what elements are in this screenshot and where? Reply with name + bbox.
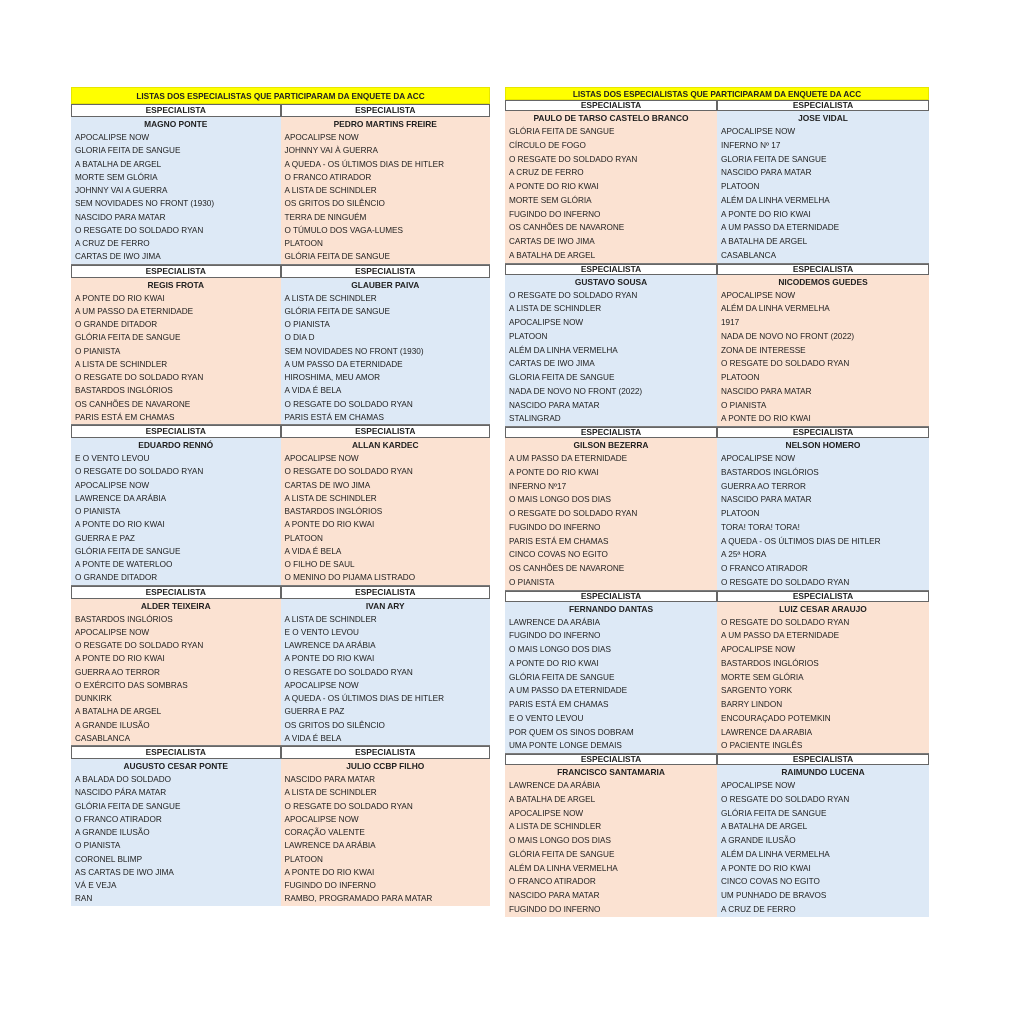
specialist-header: ESPECIALISTA — [281, 586, 491, 599]
film-item: MORTE SEM GLÓRIA — [509, 195, 592, 205]
film-item: APOCALIPSE NOW — [509, 318, 584, 327]
film-item: FUGINDO DO INFERNO — [284, 881, 376, 890]
film-item: ALÉM DA LINHA VERMELHA — [721, 849, 830, 859]
film-item: O GRANDE DITADOR — [71, 571, 281, 585]
film-item: E O VENTO LEVOU — [75, 454, 150, 463]
film-item: PARIS ESTÁ EM CHAMAS — [71, 411, 281, 425]
film-item: CORONEL BLIMP — [75, 854, 143, 864]
film-item: APOCALIPSE NOW — [721, 645, 796, 654]
film-item: FUGINDO DO INFERNO — [509, 522, 601, 532]
film-item: O RESGATE DO SOLDADO RYAN — [284, 467, 413, 477]
film-item: BASTARDOS INGLÓRIOS — [721, 658, 819, 668]
specialist-name: PAULO DE TARSO CASTELO BRANCO — [533, 113, 689, 123]
film-item: GUERRA AO TERROR — [721, 481, 806, 491]
specialist-column — [71, 746, 281, 906]
specialist-column — [717, 264, 929, 428]
film-item: A VIDA É BELA — [284, 546, 342, 556]
specialist-blocks — [505, 100, 929, 917]
film-item: A BATALHA DE ARGEL — [75, 159, 162, 169]
film-item: NASCIDO PARA MATAR — [721, 495, 812, 505]
film-item: APOCALIPSE NOW — [284, 680, 359, 690]
film-item: NASCIDO PARA MATAR — [75, 212, 166, 222]
film-item: O PIANISTA — [75, 346, 121, 356]
specialist-name: FERNANDO DANTAS — [568, 603, 654, 614]
film-item: A BATALHA DE ARGEL — [505, 249, 717, 264]
specialist-block — [505, 591, 929, 755]
specialist-header: ESPECIALISTA — [717, 754, 929, 765]
specialist-name: GLAUBER PAIVA — [351, 279, 420, 290]
film-item: RAMBO, PROGRAMADO PARA MATAR — [284, 894, 433, 904]
table-title: LISTAS DOS ESPECIALISTAS QUE PARTICIPARAM DA ENQUETE DA ACC — [505, 87, 929, 100]
specialist-name: JOSE VIDAL — [798, 113, 848, 123]
specialist-header: ESPECIALISTA — [505, 591, 717, 602]
film-item: A GRANDE ILUSÃO — [721, 836, 796, 845]
film-item: PARIS ESTÁ EM CHAMAS — [509, 536, 609, 546]
film-item: CINCO COVAS NO EGITO — [721, 877, 820, 887]
film-item: LAWRENCE DA ARABIA — [721, 727, 813, 737]
film-item: A PONTE DO RIO KWAI — [509, 467, 599, 477]
film-item: A UM PASSO DA ETERNIDADE — [75, 306, 194, 316]
film-item: O FRANCO ATIRADOR — [284, 172, 372, 182]
film-item: O RESGATE DO SOLDADO RYAN — [509, 154, 638, 164]
film-item: SARGENTO YORK — [721, 686, 793, 696]
film-item: GLÓRIA FEITA DE SANGUE — [509, 849, 615, 859]
film-item: A PONTE DO RIO KWAI — [717, 412, 929, 427]
film-item: NASCIDO PARA MATAR — [284, 775, 376, 784]
specialist-column — [281, 586, 491, 747]
film-item: STALINGRAD — [505, 412, 717, 427]
film-item: OS CANHÕES DE NAVARONE — [509, 223, 625, 233]
specialist-block — [71, 586, 490, 747]
film-item: A PONTE DO RIO KWAI — [284, 867, 375, 877]
film-item: PLATOON — [284, 239, 323, 248]
specialist-header: ESPECIALISTA — [281, 104, 491, 117]
specialist-block — [71, 265, 490, 426]
film-item: GLÓRIA FEITA DE SANGUE — [509, 127, 615, 136]
film-item: GLÓRIA FEITA DE SANGUE — [75, 801, 181, 811]
film-item: GLÓRIA FEITA DE SANGUE — [284, 306, 390, 316]
film-item: FUGINDO DO INFERNO — [509, 631, 601, 641]
specialist-name: NELSON HOMERO — [785, 440, 861, 450]
specialist-name: JULIO CCBP FILHO — [346, 761, 425, 771]
film-item: O RESGATE DO SOLDADO RYAN — [509, 509, 638, 518]
film-item: A LISTA DE SCHINDLER — [284, 186, 377, 195]
specialist-name: NICODEMOS GUEDES — [778, 276, 868, 287]
film-item: A 25ª HORA — [721, 550, 767, 560]
specialist-block — [71, 746, 490, 906]
film-item: OS CANHÕES DE NAVARONE — [75, 399, 191, 409]
film-item: LAWRENCE DA ARÁBIA — [284, 841, 376, 851]
specialist-header: ESPECIALISTA — [281, 746, 491, 759]
film-item: A UM PASSO DA ETERNIDADE — [721, 631, 840, 641]
film-item: JOHNNY VAI A GUERRA — [75, 186, 168, 195]
specialist-column — [717, 100, 929, 264]
film-item: O RESGATE DO SOLDADO RYAN — [721, 617, 850, 627]
film-item: O FRANCO ATIRADOR — [509, 877, 596, 887]
film-item: MORTE SEM GLÓRIA — [75, 172, 158, 182]
film-item: O RESGATE DO SOLDADO RYAN — [284, 399, 413, 409]
specialist-name: AUGUSTO CESAR PONTE — [123, 761, 229, 771]
film-item: PLATOON — [721, 182, 760, 191]
film-item: GLÓRIA FEITA DE SANGUE — [75, 546, 181, 556]
film-item: NASCIDO PARA MATAR — [721, 386, 812, 396]
film-item: ZONA DE INTERESSE — [721, 345, 806, 355]
specialist-column — [717, 754, 929, 917]
specialist-blocks — [71, 104, 490, 906]
film-item: A PONTE DO RIO KWAI — [284, 520, 375, 530]
specialist-column — [281, 425, 491, 586]
film-item: PLATOON — [284, 854, 323, 864]
film-item: APOCALIPSE NOW — [75, 627, 150, 637]
film-item: O DIA D — [284, 333, 315, 343]
film-item: APOCALIPSE NOW — [284, 814, 359, 824]
film-item: GLORIA FEITA DE SANGUE — [509, 373, 615, 382]
specialist-column — [71, 265, 281, 426]
film-item: O FRANCO ATIRADOR — [75, 814, 162, 824]
specialist-name: LUIZ CESAR ARAUJO — [779, 603, 867, 614]
film-item: A BALADA DO SOLDADO — [75, 775, 172, 784]
film-item: O GRANDE DITADOR — [75, 320, 158, 329]
film-item: PLATOON — [284, 533, 323, 543]
specialist-column — [71, 425, 281, 586]
film-item: UMA PONTE LONGE DEMAIS — [505, 739, 717, 754]
specialist-header: ESPECIALISTA — [505, 427, 717, 438]
specialist-header: ESPECIALISTA — [71, 586, 281, 599]
film-item: O MAIS LONGO DOS DIAS — [509, 836, 611, 845]
film-item: O RESGATE DO SOLDADO RYAN — [284, 801, 413, 811]
film-item: O RESGATE DO SOLDADO RYAN — [721, 794, 850, 804]
film-item: ALÉM DA LINHA VERMELHA — [721, 195, 830, 205]
film-item: APOCALIPSE NOW — [284, 454, 359, 463]
specialist-column — [717, 591, 929, 755]
specialist-block — [71, 425, 490, 586]
film-item: RAN — [75, 894, 93, 904]
film-item: BASTARDOS INGLÓRIOS — [284, 507, 383, 516]
specialist-name: IVAN ARY — [365, 600, 405, 611]
film-item: ALÉM DA LINHA VERMELHA — [509, 863, 618, 873]
specialist-name: REGIS FROTA — [147, 279, 205, 290]
film-item: FUGINDO DO INFERNO — [509, 209, 601, 219]
film-item: GLÓRIA FEITA DE SANGUE — [509, 672, 615, 682]
specialist-header: ESPECIALISTA — [281, 265, 491, 278]
film-item: O RESGATE DO SOLDADO RYAN — [721, 359, 850, 369]
film-item: LAWRENCE DA ARÁBIA — [509, 617, 601, 627]
film-item: VÁ E VEJA — [75, 881, 117, 890]
film-item: AS CARTAS DE IWO JIMA — [75, 867, 174, 877]
specialist-name: PEDRO MARTINS FREIRE — [333, 119, 437, 129]
film-item: O PIANISTA — [284, 320, 330, 329]
specialist-column — [505, 754, 717, 917]
film-item: CINCO COVAS NO EGITO — [509, 550, 608, 560]
film-item: HIROSHIMA, MEU AMOR — [284, 373, 381, 382]
specialist-column — [505, 427, 717, 591]
film-item: NASCIDO PARA MATAR — [509, 891, 600, 900]
film-item: A QUEDA - OS ÚLTIMOS DIAS DE HITLER — [721, 536, 881, 546]
film-item: GLORIA FEITA DE SANGUE — [721, 154, 827, 164]
film-item: MORTE SEM GLÓRIA — [721, 672, 804, 682]
film-item: APOCALIPSE NOW — [75, 133, 150, 142]
specialist-block — [505, 754, 929, 917]
specialist-block — [505, 264, 929, 428]
film-item: PARIS ESTÁ EM CHAMAS — [509, 700, 609, 709]
film-item: GUERRA E PAZ — [284, 707, 345, 717]
specialist-column — [281, 746, 491, 906]
film-item: INFERNO Nº17 — [509, 481, 567, 491]
film-item: INFERNO Nº 17 — [721, 140, 781, 150]
film-item: POR QUEM OS SINOS DOBRAM — [509, 727, 634, 737]
specialist-header: ESPECIALISTA — [281, 425, 491, 438]
specialist-name: ALLAN KARDEC — [351, 440, 419, 450]
film-item: O EXÉRCITO DAS SOMBRAS — [75, 680, 188, 690]
specialist-header: ESPECIALISTA — [71, 265, 281, 278]
film-item: A UM PASSO DA ETERNIDADE — [284, 359, 403, 369]
specialist-header: ESPECIALISTA — [505, 264, 717, 275]
specialist-column — [71, 586, 281, 747]
film-item: TORA! TORA! TORA! — [721, 522, 800, 532]
specialist-block — [71, 104, 490, 265]
film-item: O PIANISTA — [75, 507, 121, 516]
film-item: A LISTA DE SCHINDLER — [284, 614, 377, 624]
film-item: APOCALIPSE NOW — [509, 808, 584, 818]
film-item: A CRUZ DE FERRO — [75, 239, 150, 248]
specialist-header: ESPECIALISTA — [505, 754, 717, 765]
film-item: CÍRCULO DE FOGO — [509, 140, 586, 150]
film-item: ENCOURAÇADO POTEMKIN — [721, 713, 831, 723]
film-item: APOCALIPSE NOW — [721, 781, 796, 790]
film-item: APOCALIPSE NOW — [284, 133, 359, 142]
film-item: O RESGATE DO SOLDADO RYAN — [717, 576, 929, 591]
film-item: NADA DE NOVO NO FRONT (2022) — [509, 386, 643, 396]
film-item: PLATOON — [721, 373, 760, 382]
film-item: ALÉM DA LINHA VERMELHA — [509, 345, 618, 355]
film-item: A BATALHA DE ARGEL — [721, 237, 808, 246]
film-item: TERRA DE NINGUÉM — [284, 212, 367, 222]
specialist-block — [505, 100, 929, 264]
specialist-name: GUSTAVO SOUSA — [574, 276, 648, 287]
film-item: CARTAS DE IWO JIMA — [509, 359, 595, 369]
film-item: A PONTE DO RIO KWAI — [721, 209, 811, 219]
right-specialists-table — [505, 87, 929, 917]
film-item: E O VENTO LEVOU — [284, 627, 359, 637]
film-item: ALÉM DA LINHA VERMELHA — [721, 304, 830, 314]
film-item: FUGINDO DO INFERNO — [509, 904, 601, 914]
film-item: SEM NOVIDADES NO FRONT (1930) — [284, 346, 424, 356]
film-item: A UM PASSO DA ETERNIDADE — [509, 454, 628, 463]
film-item: CARTAS DE IWO JIMA — [71, 250, 281, 264]
film-item: A CRUZ DE FERRO — [721, 904, 796, 914]
film-item: GLORIA FEITA DE SANGUE — [75, 146, 181, 156]
specialist-header: ESPECIALISTA — [71, 746, 281, 759]
film-item: O PIANISTA — [721, 400, 767, 410]
film-item: UM PUNHADO DE BRAVOS — [721, 891, 827, 900]
film-item: JOHNNY VAI À GUERRA — [284, 146, 378, 156]
film-item: CASABLANCA — [717, 249, 929, 264]
specialist-header: ESPECIALISTA — [71, 425, 281, 438]
film-item: GUERRA AO TERROR — [75, 667, 160, 677]
specialist-header: ESPECIALISTA — [505, 100, 717, 111]
film-item: A PONTE DO RIO KWAI — [75, 654, 165, 664]
specialist-header: ESPECIALISTA — [717, 427, 929, 438]
film-item: A PONTE DO RIO KWAI — [75, 293, 165, 303]
film-item: NASCIDO PARA MATAR — [509, 400, 600, 410]
film-item: CARTAS DE IWO JIMA — [284, 480, 371, 490]
film-item: GLÓRIA FEITA DE SANGUE — [281, 250, 491, 264]
film-item: O FRANCO ATIRADOR — [721, 564, 808, 573]
film-item: A PONTE DO RIO KWAI — [284, 654, 375, 664]
specialist-name: GILSON BEZERRA — [573, 440, 649, 450]
film-item: CASABLANCA — [71, 732, 281, 746]
film-item: NADA DE NOVO NO FRONT (2022) — [721, 331, 855, 341]
film-item: DUNKIRK — [75, 694, 112, 703]
film-item: PLATOON — [509, 331, 548, 341]
film-item: A VIDA É BELA — [284, 386, 342, 396]
film-item: O RESGATE DO SOLDADO RYAN — [284, 667, 413, 677]
specialist-name: EDUARDO RENNÓ — [138, 440, 214, 450]
film-item: A GRANDE ILUSÃO — [75, 828, 150, 837]
film-item: OS CANHÕES DE NAVARONE — [509, 564, 625, 573]
film-item: BASTARDOS INGLÓRIOS — [721, 467, 819, 477]
film-item: CORAÇÃO VALENTE — [284, 828, 365, 837]
film-item: O MAIS LONGO DOS DIAS — [509, 495, 611, 505]
film-item: GLÓRIA FEITA DE SANGUE — [721, 808, 827, 818]
film-item: A PONTE DO RIO KWAI — [509, 182, 599, 191]
film-item: APOCALIPSE NOW — [721, 454, 796, 463]
film-item: O PIANISTA — [75, 841, 121, 851]
specialist-block — [505, 427, 929, 591]
film-item: GLÓRIA FEITA DE SANGUE — [75, 333, 181, 343]
film-item: O TÚMULO DOS VAGA-LUMES — [284, 225, 403, 235]
table-title: LISTAS DOS ESPECIALISTAS QUE PARTICIPARAM DA ENQUETE DA ACC — [71, 87, 490, 104]
film-item: A LISTA DE SCHINDLER — [509, 822, 602, 832]
film-item: A PONTE DO RIO KWAI — [75, 520, 165, 530]
film-item: 1917 — [721, 318, 740, 327]
film-item: NASCIDO PARA MATAR — [721, 168, 812, 178]
film-item: A GRANDE ILUSÃO — [75, 720, 150, 730]
film-item: A PONTE DE WATERLOO — [75, 560, 173, 569]
film-item: A PONTE DO RIO KWAI — [721, 863, 811, 873]
film-item: O FILHO DE SAUL — [284, 560, 355, 569]
film-item: O MAIS LONGO DOS DIAS — [509, 645, 611, 654]
film-item: O RESGATE DO SOLDADO RYAN — [75, 467, 204, 477]
film-item: OS GRITOS DO SILÊNCIO — [284, 720, 385, 730]
film-item: BARRY LINDON — [721, 700, 783, 709]
film-item: APOCALIPSE NOW — [721, 290, 796, 300]
film-item: BASTARDOS INGLÓRIOS — [75, 386, 173, 396]
film-item: GUERRA E PAZ — [75, 533, 135, 543]
specialist-column — [71, 104, 281, 265]
specialist-column — [281, 104, 491, 265]
film-item: A VIDA É BELA — [281, 732, 491, 746]
film-item: SEM NOVIDADES NO FRONT (1930) — [75, 199, 215, 209]
film-item: OS GRITOS DO SILÊNCIO — [284, 199, 385, 209]
film-item: PLATOON — [721, 509, 760, 518]
film-item: BASTARDOS INGLÓRIOS — [75, 614, 173, 624]
specialist-name: MAGNO PONTE — [144, 119, 208, 129]
specialist-header: ESPECIALISTA — [717, 100, 929, 111]
film-item: A UM PASSO DA ETERNIDADE — [509, 686, 628, 696]
film-item: A BATALHA DE ARGEL — [75, 707, 162, 717]
film-item: O PIANISTA — [505, 576, 717, 591]
film-item: A LISTA DE SCHINDLER — [509, 304, 602, 314]
film-item: APOCALIPSE NOW — [75, 480, 150, 490]
film-item: CARTAS DE IWO JIMA — [509, 237, 595, 246]
film-item: A UM PASSO DA ETERNIDADE — [721, 223, 840, 233]
specialist-name: ALDER TEIXEIRA — [140, 600, 211, 611]
specialist-column — [505, 100, 717, 264]
film-item: O RESGATE DO SOLDADO RYAN — [75, 225, 204, 235]
film-item: A BATALHA DE ARGEL — [721, 822, 808, 832]
film-item: O PACIENTE INGLÊS — [717, 739, 929, 754]
film-item: LAWRENCE DA ARÁBIA — [75, 493, 167, 503]
film-item: A LISTA DE SCHINDLER — [284, 788, 377, 798]
film-item: LAWRENCE DA ARÁBIA — [284, 641, 376, 650]
film-item: A PONTE DO RIO KWAI — [509, 658, 599, 668]
film-item: A LISTA DE SCHINDLER — [284, 293, 377, 303]
film-item: O RESGATE DO SOLDADO RYAN — [75, 641, 204, 650]
specialist-name: FRANCISCO SANTAMARIA — [557, 767, 665, 777]
film-item: A QUEDA - OS ÚLTIMOS DIAS DE HITLER — [284, 694, 445, 703]
left-specialists-table — [71, 87, 490, 906]
film-item: A QUEDA - OS ÚLTIMOS DIAS DE HITLER — [284, 159, 445, 169]
specialist-header: ESPECIALISTA — [71, 104, 281, 117]
specialist-column — [505, 591, 717, 755]
film-item: A BATALHA DE ARGEL — [509, 794, 596, 804]
film-item: O RESGATE DO SOLDADO RYAN — [509, 290, 638, 300]
specialist-column — [717, 427, 929, 591]
film-item: O MENINO DO PIJAMA LISTRADO — [281, 571, 491, 585]
film-item: NASCIDO PÁRA MATAR — [75, 788, 167, 798]
film-item: A CRUZ DE FERRO — [509, 168, 584, 178]
specialist-name: RAIMUNDO LUCENA — [781, 767, 865, 777]
specialist-header: ESPECIALISTA — [717, 264, 929, 275]
specialist-header: ESPECIALISTA — [717, 591, 929, 602]
film-item: A LISTA DE SCHINDLER — [284, 493, 377, 503]
film-item: O RESGATE DO SOLDADO RYAN — [75, 373, 204, 382]
film-item: APOCALIPSE NOW — [721, 127, 796, 136]
film-item: PARIS ESTÁ EM CHAMAS — [281, 411, 491, 425]
film-item: A LISTA DE SCHINDLER — [75, 359, 168, 369]
film-item: LAWRENCE DA ARÁBIA — [509, 781, 601, 790]
specialist-column — [505, 264, 717, 428]
specialist-column — [281, 265, 491, 426]
film-item: E O VENTO LEVOU — [509, 713, 584, 723]
